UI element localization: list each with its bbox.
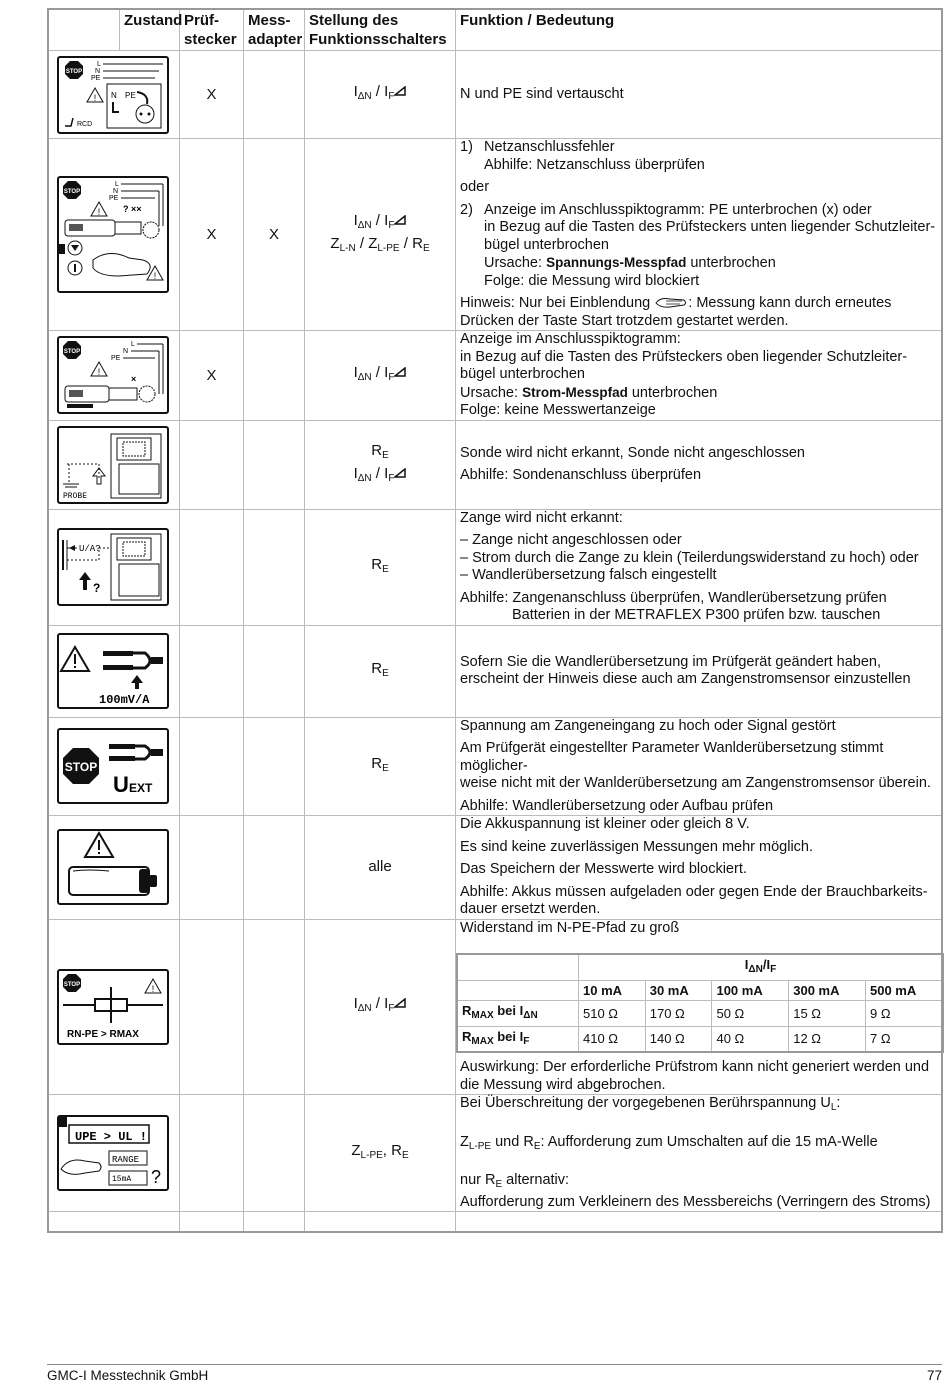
messadapter-cell <box>244 919 305 1095</box>
svg-text:U: U <box>113 772 129 798</box>
table-row <box>48 625 942 717</box>
table-row <box>48 717 942 816</box>
stellung-cell: $R_E$ <box>305 625 456 717</box>
probe-icon <box>57 426 169 504</box>
stellung-cell: $R_E$ <box>305 717 456 816</box>
table-row <box>48 816 942 920</box>
rmax-table <box>456 953 944 1053</box>
messadapter-cell <box>244 51 305 139</box>
svg-text:U/A?: U/A? <box>79 544 101 554</box>
hand-icon <box>654 296 688 309</box>
stellung-cell: $I_{\Delta N} / I_F$ <box>305 331 456 421</box>
stellung-cell: $I_{\Delta N} / I_F$ <box>305 919 456 1095</box>
stellung-cell: $I_{\Delta N} / I_F$ <box>305 51 456 139</box>
status-icon-cell <box>48 1095 180 1212</box>
pruefstecker-cell <box>180 717 244 816</box>
svg-text:STOP: STOP <box>64 760 98 775</box>
status-icon-cell <box>48 717 180 816</box>
svg-text:?: ? <box>93 581 101 595</box>
header-messadapter: Mess-adapter <box>244 9 305 51</box>
pruefstecker-cell <box>180 509 244 625</box>
current-path-interrupted-icon <box>57 336 169 414</box>
messadapter-cell <box>244 509 305 625</box>
svg-text:STOP: STOP <box>63 981 81 988</box>
funktion-cell: Sonde wird nicht erkannt, Sonde nicht angeschlossen Abhilfe: Sondenanschluss überprüfen <box>456 420 943 509</box>
svg-text:15mA: 15mA <box>112 1175 132 1184</box>
status-icon-cell <box>48 51 180 139</box>
table-row: $R_{MAX}$ bei $I_{\Delta N}$ 510 Ω 170 Ω 50 Ω 15 Ω 9 Ω <box>457 1001 943 1027</box>
svg-text:RANGE: RANGE <box>112 1155 140 1165</box>
svg-text:RCD: RCD <box>77 120 93 128</box>
document <box>47 8 943 1233</box>
pe-interrupted-icon <box>57 176 169 293</box>
rmax-table-head-1 <box>457 954 943 980</box>
stellung-cell: $R_E$ $I_{\Delta N} / I_F$ <box>305 420 456 509</box>
svg-text:N: N <box>123 348 129 356</box>
svg-text:STOP: STOP <box>65 68 83 75</box>
svg-text:EXT: EXT <box>129 781 153 796</box>
svg-text:N: N <box>95 67 101 75</box>
pruefstecker-cell: X <box>180 51 244 139</box>
header-stellung: Stellung des Funktionsschalters <box>305 9 456 51</box>
status-icon-cell <box>48 625 180 717</box>
status-icon-cell <box>48 139 180 331</box>
funktion-cell: Sofern Sie die Wandlerübersetzung im Prüfgerät geändert haben, erscheint der Hinweis diese auch am Zangenstromsensor einzustellen <box>456 625 943 717</box>
svg-text:RN-PE > RMAX: RN-PE > RMAX <box>67 1028 139 1040</box>
svg-text:?: ? <box>151 1167 162 1187</box>
svg-text:!: ! <box>97 367 101 378</box>
svg-text:×: × <box>131 374 137 385</box>
funktion-cell: Spannung am Zangeneingang zu hoch oder Signal gestört Am Prüfgerät eingestellter Parameter Wanlderübersetzung stimmt möglicher- weise nicht mit der Wanlderübersetzung am Zangenstromsensor überein. Abhilfe: Wandlerübersetzung oder Aufbau prüfen <box>456 717 943 816</box>
table-row <box>48 919 942 1095</box>
header-funktion: Funktion / Bedeutung <box>456 9 943 51</box>
table-row <box>48 420 942 509</box>
svg-text:!: ! <box>153 271 157 281</box>
clamp-not-detected-icon <box>57 528 169 606</box>
funktion-cell: Widerstand im N-PE-Pfad zu groß $I_{\Delta N}/I_F$ 10 mA 30 mA 100 mA 300 mA 500 mA $R_{MAX}$ bei $I_{\Delta N}$ 510 Ω 170 Ω 50 Ω 15 Ω 9 Ω $R_{MAX}$ bei $I_F$ 410 Ω 140 Ω 40 Ω 12 Ω 7 Ω Auswirkung: Der erforderliche Prüfstrom kann nicht generiert werden und die Messung wird abgebrochen. <box>456 919 943 1095</box>
ramp-icon <box>394 367 406 377</box>
messadapter-cell: X <box>244 139 305 331</box>
status-icon-cell <box>48 919 180 1095</box>
funktion-cell: Bei Überschreitung der vorgegebenen Berührspannung $U_L$: $Z_{L-PE}$ und $R_E$: Aufforderung zum Umschalten auf die 15 mA-Welle nur $R_E$ alternativ: Aufforderung zum Verkleinern des Messbereichs (Verringern des Stroms) <box>456 1095 943 1212</box>
n-pe-swapped-icon <box>57 56 169 134</box>
pruefstecker-cell: X <box>180 139 244 331</box>
uext-icon <box>57 728 169 804</box>
stellung-cell: alle <box>305 816 456 920</box>
pruefstecker-cell <box>180 420 244 509</box>
clamp-ratio-icon <box>57 633 169 709</box>
svg-text:PE: PE <box>111 355 121 363</box>
error-table <box>47 8 943 1233</box>
svg-text:!: ! <box>93 92 97 103</box>
stellung-cell: $I_{\Delta N} / I_F$ $Z_{L-N} / Z_{L-PE} / R_E$ <box>305 139 456 331</box>
ramp-icon <box>394 86 406 96</box>
header-icon <box>48 9 120 51</box>
messadapter-cell <box>244 1095 305 1212</box>
svg-text:STOP: STOP <box>63 189 81 195</box>
svg-text:PROBE: PROBE <box>63 491 88 501</box>
funktion-cell: Die Akkuspannung ist kleiner oder gleich 8 V. Es sind keine zuverlässigen Messungen mehr möglich. Das Speichern der Messwerte wird blockiert. Abhilfe: Akkus müssen aufgeladen oder gegen Ende der Brauchbarkeits- dauer ersetzt werden. <box>456 816 943 920</box>
stellung-cell: $Z_{L-PE}$, $R_E$ <box>305 1095 456 1212</box>
table-row <box>48 1212 942 1232</box>
battery-low-icon <box>57 829 169 905</box>
table-row <box>48 509 942 625</box>
funktion-cell: Anzeige im Anschlusspiktogramm: in Bezug auf die Tasten des Prüfsteckers oben liegender Schutzleiter- bügel unterbrochen Ursache: Strom-Messpfad unterbrochen Folge: keine Messwertanzeige <box>456 331 943 421</box>
messadapter-cell <box>244 331 305 421</box>
pruefstecker-cell <box>180 625 244 717</box>
pruefstecker-cell: X <box>180 331 244 421</box>
table-row: $R_{MAX}$ bei $I_F$ 410 Ω 140 Ω 40 Ω 12 Ω 7 Ω <box>457 1026 943 1052</box>
footer-rule <box>47 1364 942 1365</box>
header-pruefstecker: Prüf-stecker <box>180 9 244 51</box>
svg-text:? ××: ? ×× <box>123 204 142 214</box>
svg-text:PE: PE <box>125 90 136 100</box>
ramp-icon <box>394 468 406 478</box>
rmax-table-head-2: 10 mA 30 mA 100 mA 300 mA 500 mA <box>457 980 943 1001</box>
svg-text:!: ! <box>151 983 155 994</box>
messadapter-cell <box>244 625 305 717</box>
funktion-cell: Zange wird nicht erkannt: – Zange nicht angeschlossen oder – Strom durch die Zange zu klein (Teilerdungswiderstand zu hoch) oder – Wandlerübersetzung falsch eingestellt Abhilfe: Zangenanschluss überprüfen, Wandlerübersetzung prüfen Batterien in der METRAFLEX P300 prüfen bzw. tauschen <box>456 509 943 625</box>
svg-text:L: L <box>115 181 119 188</box>
stellung-cell: $R_E$ <box>305 509 456 625</box>
svg-text:STOP: STOP <box>63 349 81 356</box>
table-row <box>48 331 942 421</box>
rmax-head-current: $I_{\Delta N}/I_F$ <box>579 954 944 980</box>
upe-ul-icon <box>57 1115 169 1191</box>
table-row <box>48 1095 942 1212</box>
svg-text:N: N <box>113 188 119 195</box>
pruefstecker-cell <box>180 816 244 920</box>
svg-text:PE: PE <box>91 74 101 82</box>
status-icon-cell <box>48 420 180 509</box>
ramp-icon <box>394 215 406 225</box>
status-icon-cell <box>48 509 180 625</box>
page-number: 77 <box>926 1368 942 1383</box>
messadapter-cell <box>244 420 305 509</box>
svg-text:UPE > UL !: UPE > UL ! <box>75 1130 148 1144</box>
table-header-row <box>48 9 942 51</box>
svg-text:PE: PE <box>109 195 119 202</box>
footer-company: GMC-I Messtechnik GmbH <box>47 1368 209 1383</box>
pruefstecker-cell <box>180 919 244 1095</box>
rmax-icon <box>57 969 169 1045</box>
status-icon-cell <box>48 331 180 421</box>
svg-text:L: L <box>131 341 135 349</box>
table-row <box>48 139 942 331</box>
header-zustand: Zustand <box>120 9 180 51</box>
table-row <box>48 51 942 139</box>
messadapter-cell <box>244 717 305 816</box>
funktion-cell: N und PE sind vertauscht <box>456 51 943 139</box>
funktion-cell: 1) Netzanschlussfehler Abhilfe: Netzanschluss überprüfen oder 2) Anzeige im Anschlusspiktogramm: PE unterbrochen (x) oder in Bezug auf die Tasten des Prüfsteckers unten liegender Schutzleiter- bügel unterbrochen Ursache: Spannungs-Messpfad unterbrochen Folge: die Messung wird blockiert Hinweis: Nur bei Einblendung : Messung kann durch erneutes Drücken der Taste Start trotzdem gestartet werden. <box>456 139 943 331</box>
ramp-icon <box>394 998 406 1008</box>
messadapter-cell <box>244 816 305 920</box>
svg-text:!: ! <box>97 207 101 217</box>
status-icon-cell <box>48 816 180 920</box>
svg-text:100mV/A: 100mV/A <box>99 693 150 707</box>
svg-text:L: L <box>97 60 101 68</box>
pruefstecker-cell <box>180 1095 244 1212</box>
svg-text:N: N <box>111 90 117 100</box>
